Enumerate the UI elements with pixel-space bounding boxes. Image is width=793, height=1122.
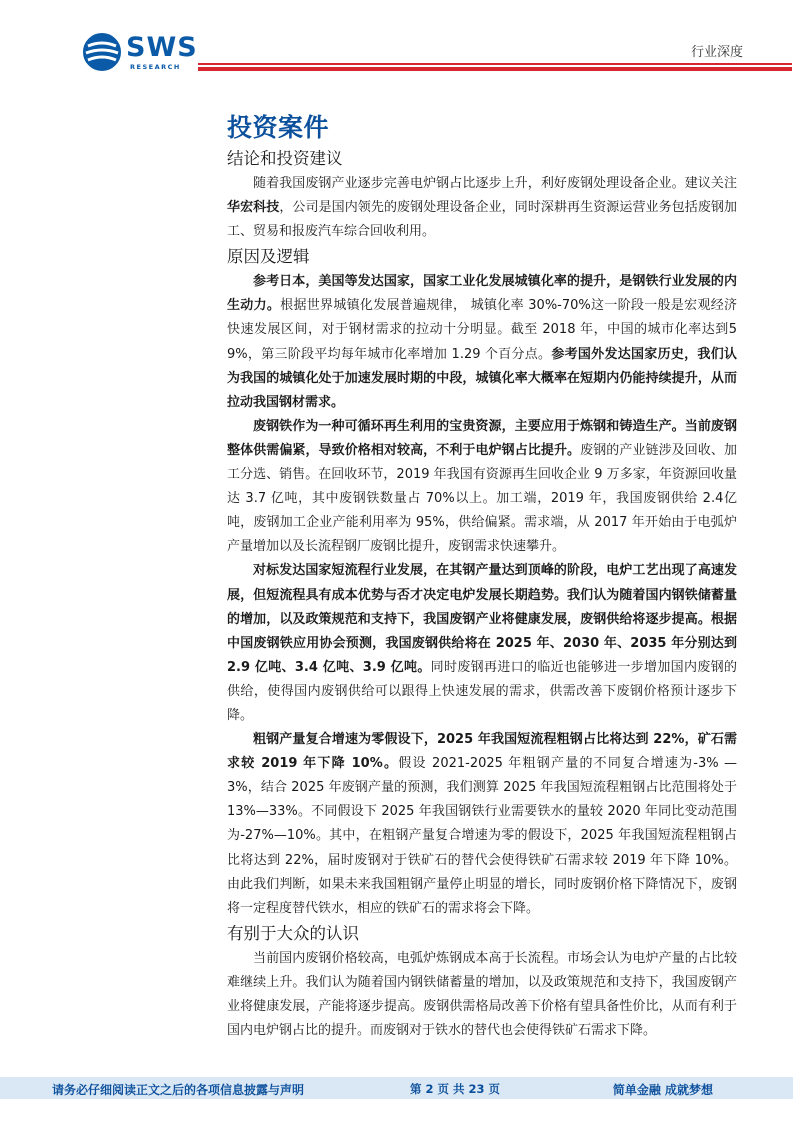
paragraph-crude-steel — [227, 728, 737, 921]
bold-lead: 对标发达国家短流程行业发展，在其钢产量达到顶峰的阶段，电炉工艺出现了高速发展，但短流程具有成本优势与否才决定电炉发展长期趋势。我们认为随着国内钢铁储蓄量的增加，以及政策规范和支持下，我国废钢产业将健康发展，废钢供给将逐步提高。根据中国废钢铁应用协会预测，我国废钢供给将在 2025 年、2030 年、2035 年分别达到 2.9 亿吨、3.4 亿吨、3.9 亿吨。 — [227, 563, 737, 675]
paragraph-text: ，公司是国内领先的废钢处理设备企业，同时深耕再生资源运营业务包括废钢加工、贸易和报废汽车综合回收利用。 — [227, 200, 737, 240]
footer-page-number: 第 2 页 共 23 页 — [410, 1082, 501, 1096]
page-footer — [0, 1077, 793, 1099]
logo-subtext: RESEARCH — [130, 63, 181, 71]
footer-disclaimer: 请务必仔细阅读正文之后的各项信息披露与声明 — [52, 1083, 305, 1097]
paragraph-text: 废钢的产业链涉及回收、加工分选、销售。在回收环节，2019 年我国有资源再生回收企业 9 万多家，年资源回收量达 3.7 亿吨，其中废钢铁数量占 70%以上。加工端，2019 年，我国废钢供给 2.4亿吨，废钢加工企业产能利用率为 95%，供给偏紧。需求端，从 2017 年开始由于电弧炉产量增加以及长流程钢厂废钢比提升，废钢需求快速攀升。 — [227, 442, 737, 555]
header-rule-thin — [198, 63, 792, 65]
header-rule-thick — [198, 67, 792, 71]
paragraph-different-view: 当前国内废钢价格较高，电弧炉炼钢成本高于长流程。市场会认为电炉产量的占比较难继续上升。我们认为随着国内钢铁储蓄量的增加，以及政策规范和支持下，我国废钢产业将健康发展，产能将逐步提高。废钢供需格局改善下价格有望具备性价比，从而有利于国内电炉钢占比的提升。而废钢对于铁水的替代也会使得铁矿石需求下降。 — [227, 950, 737, 1039]
paragraph-urbanization — [227, 270, 737, 415]
page-header — [0, 0, 793, 80]
sws-logo — [82, 30, 212, 76]
section-heading-conclusion: 结论和投资建议 — [227, 149, 343, 168]
page-title: 投资案件 — [227, 113, 330, 142]
paragraph-scrap-steel — [227, 415, 737, 560]
paragraph-short-process — [227, 559, 737, 728]
company-name-highlight: 华宏科技 — [227, 200, 280, 216]
paragraph-text: 假设 2021-2025 年粗钢产量的不同复合增速为-3% — 3%，结合 2025 年废钢产量的预测，我们测算 2025 年我国短流程粗钢占比范围将处于 13%—33%。不同假设下 2025 年我国钢铁行业需要铁水的量较 2020 年同比变动范围为-27%—10%。其中，在粗钢产量复合增速为零的假设下，2025 年我国短流程粗钢占比将达到 22%，届时废钢对于铁矿石的替代会使得铁矿石需求较 2019 年下降 10%。由此我们判断，如果未来我国粗钢产量停止明显的增长，同时废钢价格下降情况下，废钢将一定程度替代铁水，相应的铁矿石的需求将会下降。 — [227, 756, 737, 916]
paragraph-text: 根据世界城镇化发展普遍规律， 城镇化率 30%-70%这一阶段一般是宏观经济快速发展区间，对于钢材需求的拉动十分明显。截至 2018 年，中国的城市化率达到59%，第三阶段平均每年城市化率增加 1.29 个百分点。 — [227, 298, 737, 362]
bold-lead: 废钢铁作为一种可循环再生利用的宝贵资源，主要应用于炼钢和铸造生产。当前废钢整体供需偏紧，导致价格相对较高，不利于电炉钢占比提升。 — [227, 418, 737, 458]
bold-conclusion: 参考国外发达国家历史，我们认为我国的城镇化处于加速发展时期的中段，城镇化率大概率在短期内仍能持续提升，从而拉动我国钢材需求。 — [227, 346, 737, 410]
report-type-label: 行业深度 — [690, 45, 743, 60]
section-heading-different-view: 有别于大众的认识 — [227, 923, 359, 943]
bold-lead: 粗钢产量复合增速为零假设下，2025 年我国短流程粗钢占比将达到 22%，矿石需求较 2019 年下降 10%。 — [227, 732, 737, 772]
paragraph-text: 同时废钢再进口的临近也能够进一步增加国内废钢的供给，使得国内废钢供给可以跟得上快速发展的需求，供需改善下废钢价格预计逐步下降。 — [227, 659, 737, 723]
paragraph-text: 随着我国废钢产业逐步完善电炉钢占比逐步上升，利好废钢处理设备企业。建议关注 — [253, 176, 737, 191]
footer-slogan: 简单金融 成就梦想 — [612, 1083, 713, 1097]
logo-globe-icon — [82, 32, 122, 72]
section-heading-reasons: 原因及逻辑 — [227, 247, 310, 267]
logo-text: SWS — [126, 32, 198, 63]
main-content — [227, 146, 737, 1043]
bold-lead: 参考日本，美国等发达国家，国家工业化发展城镇化率的提升，是钢铁行业发展的内生动力。 — [227, 274, 737, 314]
paragraph-recommendation — [227, 172, 737, 244]
